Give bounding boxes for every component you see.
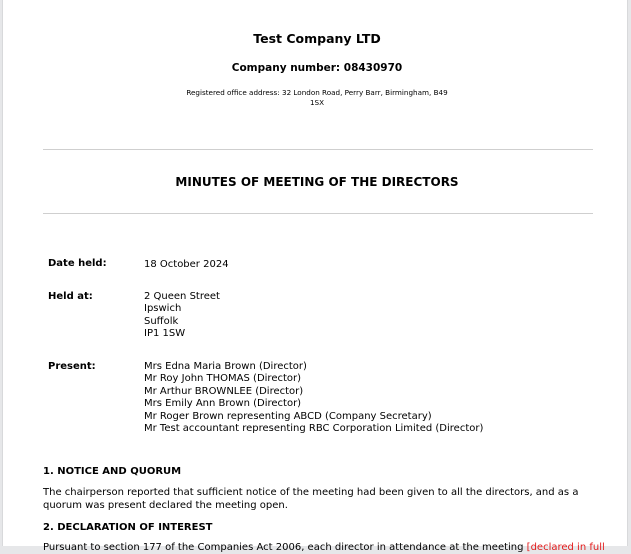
present-list	[144, 361, 483, 435]
attendee: Mrs Edna Maria Brown (Director)	[144, 361, 307, 372]
held-at-line: 2 Queen Street	[144, 291, 220, 302]
company-number: Company number: 08430970	[231, 62, 403, 74]
present-label: Present:	[48, 361, 96, 372]
held-at-line: IP1 1SW	[144, 328, 186, 340]
attendee: Mr Arthur BROWNLEE (Director)	[144, 385, 304, 397]
document-title: MINUTES OF MEETING OF THE DIRECTORS	[175, 175, 459, 189]
address-line: Registered office address: 32 London Road, Perry Barr, Birmingham, B49	[186, 88, 448, 97]
registered-office-address	[3, 88, 631, 108]
company-name: Test Company LTD	[253, 31, 381, 46]
section-text-declaration-interest	[43, 541, 603, 554]
held-at-label: Held at:	[48, 291, 93, 302]
attendee: Mrs Emily Ann Brown (Director)	[144, 398, 302, 410]
declaration-text: Pursuant to section 177 of the Companies Act 2006, each director in attendance at the meeting	[43, 542, 527, 553]
section-text-notice-quorum: The chairperson reported that sufficient notice of the meeting had been given to all the directors, and as a quorum was present declared the meeting open.	[43, 487, 579, 511]
held-at-line: Suffolk	[144, 315, 179, 327]
date-held-label: Date held:	[48, 258, 107, 269]
attendee: Mr Roy John THOMAS (Director)	[144, 373, 302, 385]
document-page	[2, 0, 628, 553]
divider-top	[43, 149, 593, 150]
section-heading-notice-quorum: 1. NOTICE AND QUORUM	[43, 466, 182, 477]
divider-bottom	[43, 213, 593, 214]
attendee: Mr Roger Brown representing ABCD (Company Secretary)	[144, 410, 432, 422]
address-line: 1SX	[309, 98, 325, 107]
held-at-line: Ipswich	[144, 303, 182, 315]
date-held-value: 18 October 2024	[144, 259, 229, 270]
declaration-placeholder-text: [declared in full	[526, 542, 605, 553]
attendee: Mr Test accountant representing RBC Corporation Limited (Director)	[144, 423, 484, 435]
held-at-address	[144, 291, 220, 341]
section-heading-declaration-interest: 2. DECLARATION OF INTEREST	[43, 522, 213, 533]
